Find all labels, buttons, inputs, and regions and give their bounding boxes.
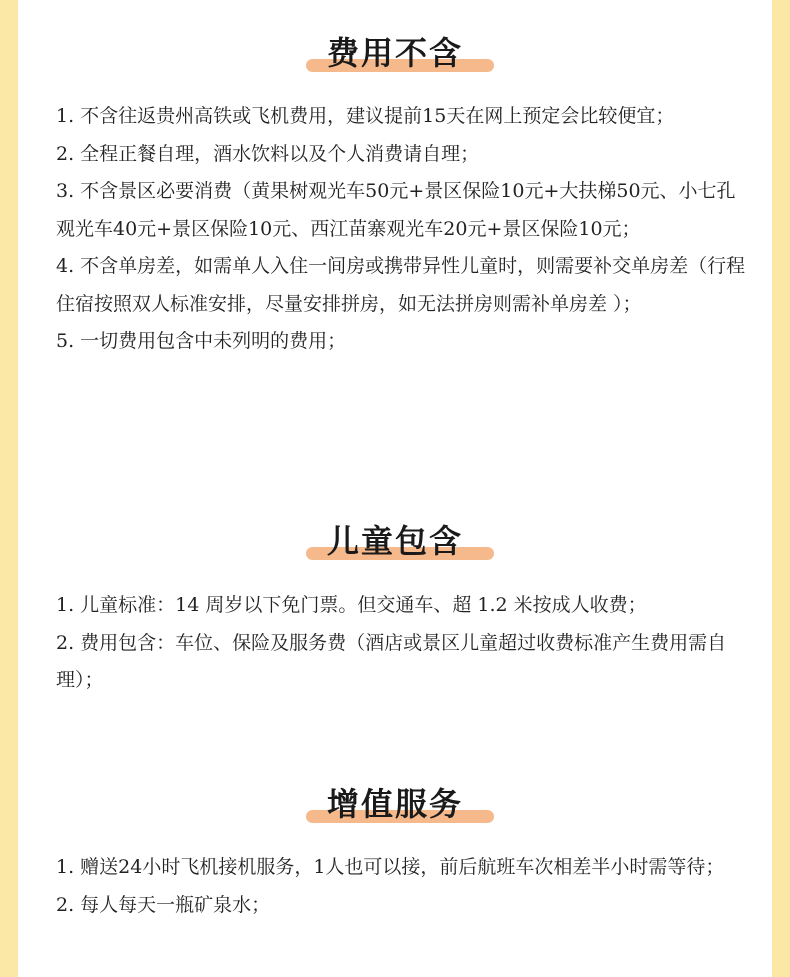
list-item: 1. 赠送24小时飞机接机服务，1人也可以接，前后航班车次相差半小时需等待； xyxy=(56,856,725,878)
list-item: 1. 不含往返贵州高铁或飞机费用，建议提前15天在网上预定会比较便宜； xyxy=(56,105,675,127)
list-item: 2. 费用包含：车位、保险及服务费（酒店或景区儿童超过收费标准产生费用需自理）； xyxy=(56,631,727,691)
list-item: 2. 每人每天一瓶矿泉水； xyxy=(56,893,271,916)
section-title: 增值服务 xyxy=(326,785,463,823)
section-title: 儿童包含 xyxy=(326,522,463,560)
section-children-included xyxy=(0,514,790,691)
section-fees-excluded xyxy=(0,26,790,352)
list-item: 2. 全程正餐自理，酒水饮料以及个人消费请自理； xyxy=(56,142,480,165)
section-heading xyxy=(0,514,790,574)
children-included-list xyxy=(56,587,746,700)
section-heading xyxy=(0,777,790,837)
value-added-services-list xyxy=(56,849,746,924)
list-item: 1. 儿童标准：14 周岁以下免门票。但交通车、超 1.2 米按成人收费； xyxy=(56,594,647,616)
fees-excluded-list xyxy=(56,98,746,361)
list-item: 5. 一切费用包含中未列明的费用； xyxy=(56,330,347,352)
section-heading xyxy=(0,26,790,86)
list-item: 4. 不含单房差，如需单人入住一间房或携带异性儿童时，则需要补交单房差（行程住宿按照双人标准安排，尽量安排拼房，如无法拼房则需补单房差 ）； xyxy=(56,255,746,315)
list-item: 3. 不含景区必要消费（黄果树观光车50元+景区保险10元+大扶梯50元、小七孔观光车40元+景区保险10元、西江苗寨观光车20元+景区保险10元； xyxy=(56,180,736,240)
section-title: 费用不含 xyxy=(326,34,463,72)
section-value-added-services xyxy=(0,777,790,916)
